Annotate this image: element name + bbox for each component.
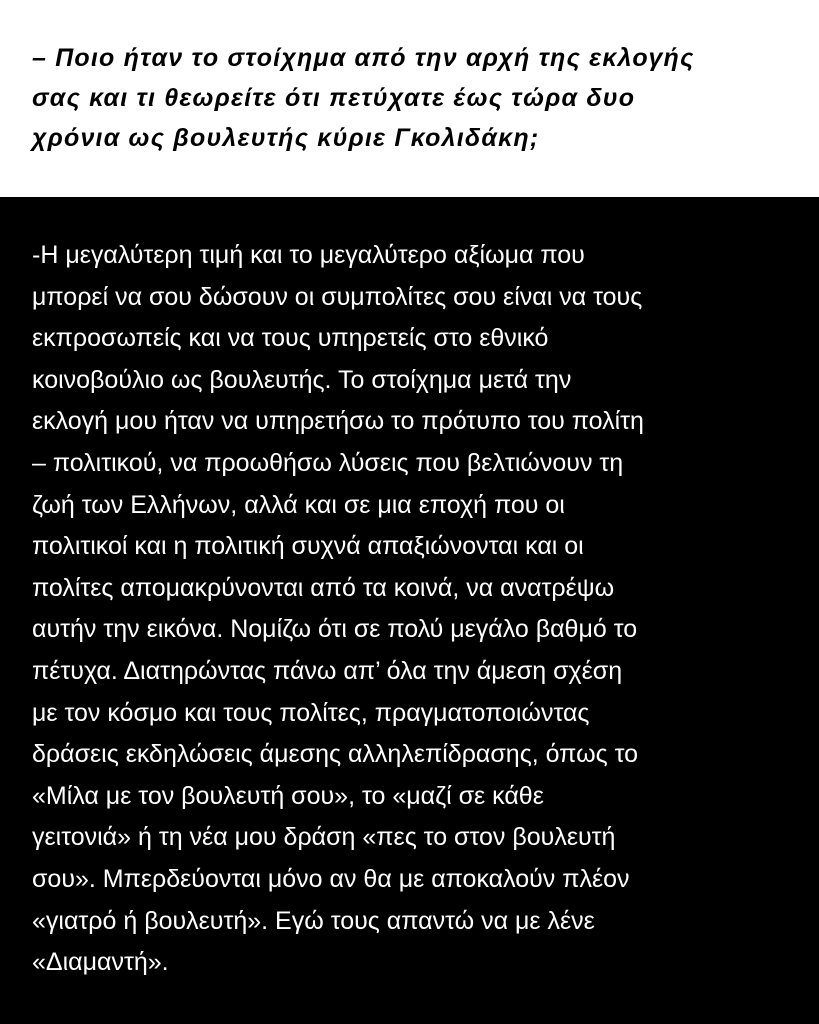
answer-line: -Η μεγαλύτερη τιμή και το μεγαλύτερο αξίωμα που bbox=[32, 241, 585, 269]
answer-line: μπορεί να σου δώσουν οι συμπολίτες σου είναι να τους bbox=[32, 282, 643, 311]
answer-line: πέτυχα. Διατηρώντας πάνω απ’ όλα την άμεση σχέση bbox=[32, 656, 623, 685]
answer-line: «γιατρό ή βουλευτή». Εγώ τους απαντώ να με λένε bbox=[32, 906, 595, 935]
answer-line: εκπροσωπείς και να τους υπηρετείς στο εθνικό bbox=[32, 324, 549, 353]
answer-line: ζωή των Ελλήνων, αλλά και σε μια εποχή που οι bbox=[32, 490, 565, 519]
interview-answer bbox=[32, 235, 802, 984]
question-panel bbox=[0, 0, 819, 197]
question-line: σας και τι θεωρείτε ότι πετύχατε έως τώρα δυο bbox=[32, 84, 636, 112]
answer-line: με τον κόσμο και τους πολίτες, πραγματοποιώντας bbox=[32, 698, 590, 727]
answer-line: πολιτικοί και η πολιτική συχνά απαξιώνονται και οι bbox=[32, 532, 584, 561]
answer-line: γειτονιά» ή τη νέα μου δράση «πες το στον βουλευτή bbox=[32, 823, 616, 852]
question-line: χρόνια ως βουλευτής κύριε Γκολιδάκη; bbox=[32, 124, 540, 152]
answer-line: «Διαμαντή». bbox=[32, 948, 169, 977]
question-line: – Ποιο ήταν το στοίχημα από την αρχή της εκλογής bbox=[32, 44, 695, 72]
answer-line: σου». Μπερδεύονται μόνο αν θα με αποκαλούν πλέον bbox=[32, 864, 630, 893]
answer-line: κοινοβούλιο ως βουλευτής. Το στοίχημα μετά την bbox=[32, 365, 572, 394]
answer-line: πολίτες απομακρύνονται από τα κοινά, να ανατρέψω bbox=[32, 573, 615, 602]
answer-line: δράσεις εκδηλώσεις άμεσης αλληλεπίδρασης, όπως το bbox=[32, 740, 639, 769]
answer-panel bbox=[0, 197, 819, 1024]
answer-line: «Μίλα με τον βουλευτή σου», το «μαζί σε κάθε bbox=[32, 781, 544, 810]
interview-question bbox=[32, 38, 802, 158]
answer-line: – πολιτικού, να προωθήσω λύσεις που βελτιώνουν τη bbox=[32, 448, 624, 477]
answer-line: αυτήν την εικόνα. Νομίζω ότι σε πολύ μεγάλο βαθμό το bbox=[32, 615, 638, 644]
answer-line: εκλογή μου ήταν να υπηρετήσω το πρότυπο του πολίτη bbox=[32, 407, 644, 436]
